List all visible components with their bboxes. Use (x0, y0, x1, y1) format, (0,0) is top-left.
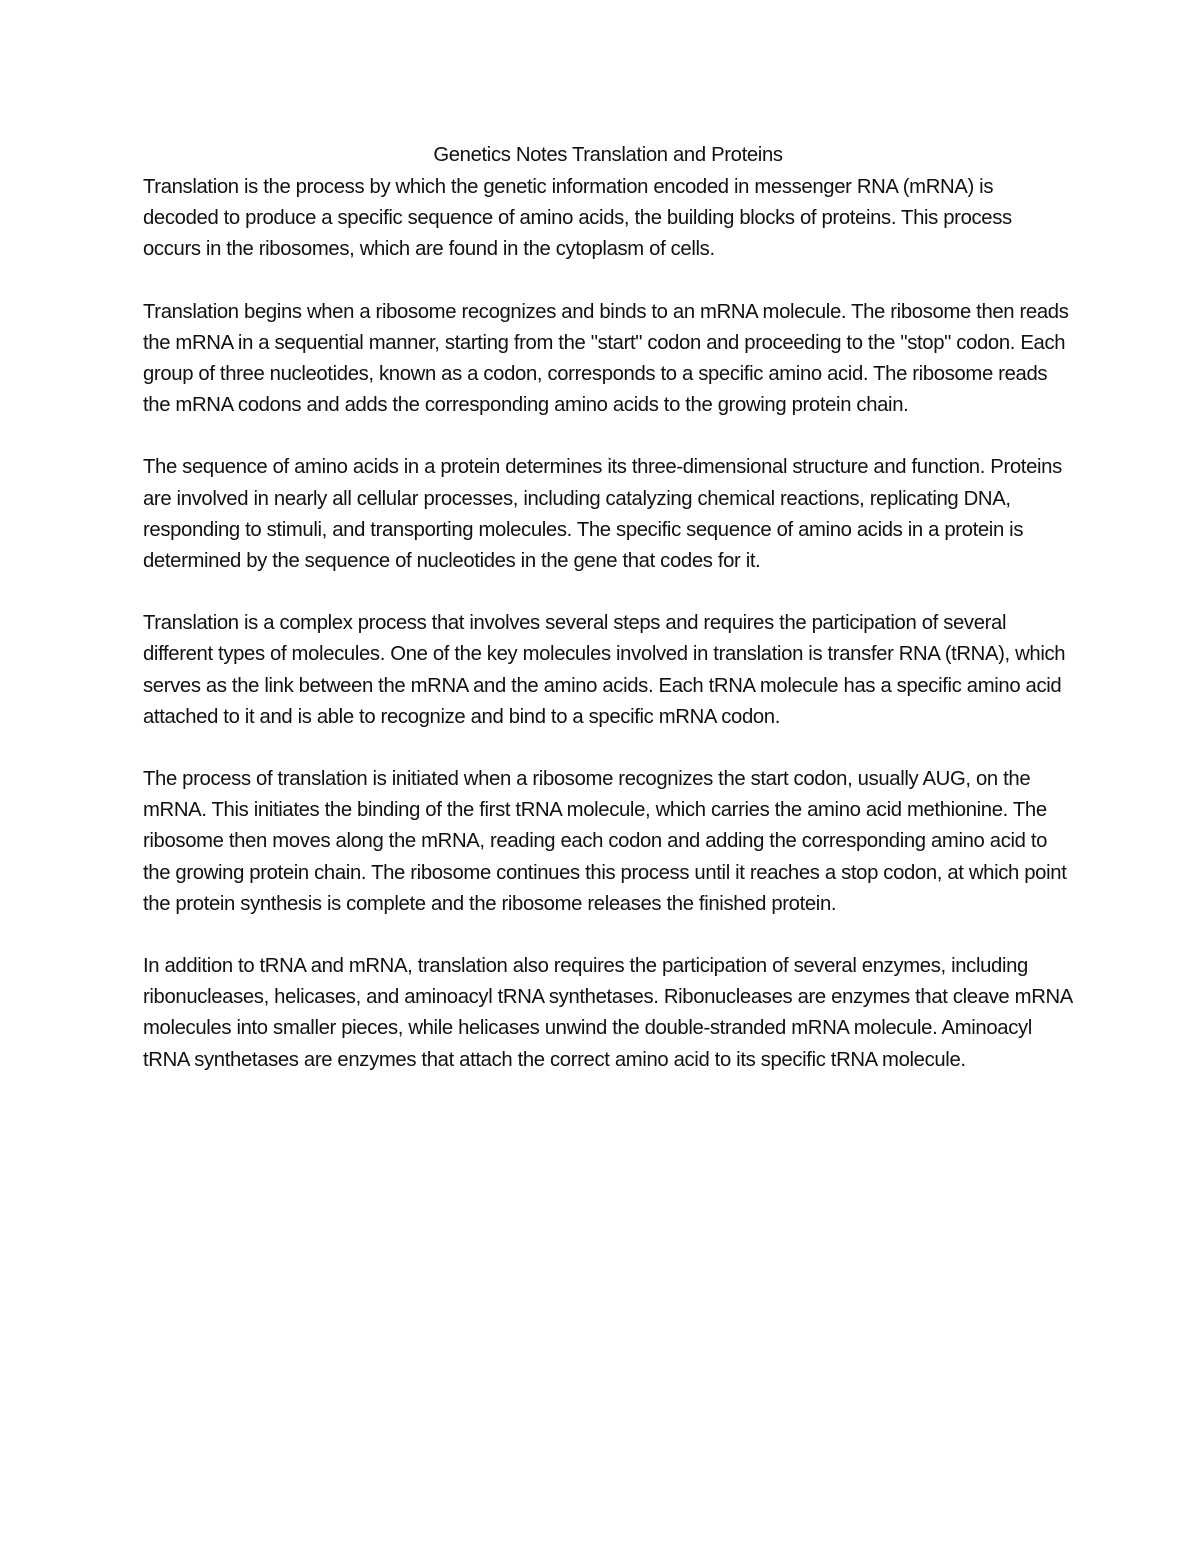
paragraph-3: The sequence of amino acids in a protein determines its three-dimensional structure and function. Proteins are involved in nearly all cellular processes, including catalyzing chemical reactions, replicating DNA, responding to stimuli, and transporting molecules. The specific sequence of amino acids in a protein is determined by the sequence of nucleotides in the gene that codes for it. (143, 456, 1062, 573)
paragraph-5: The process of translation is initiated when a ribosome recognizes the start codon, usually AUG, on the mRNA. This initiates the binding of the first tRNA molecule, which carries the amino acid methionine. The ribosome then moves along the mRNA, reading each codon and adding the corresponding amino acid to the growing protein chain. The ribosome continues this process until it reaches a stop codon, at which point the protein synthesis is complete and the ribosome releases the finished protein. (143, 768, 1067, 915)
paragraph-2: Translation begins when a ribosome recognizes and binds to an mRNA molecule. The ribosome then reads the mRNA in a sequential manner, starting from the "start" codon and proceeding to the "stop" codon. Each group of three nucleotides, known as a codon, corresponds to a specific amino acid. The ribosome reads the mRNA codons and adds the corresponding amino acids to the growing protein chain. (143, 300, 1069, 417)
paragraph-6: In addition to tRNA and mRNA, translation also requires the participation of several enzymes, including ribonucleases, helicases, and aminoacyl tRNA synthetases. Ribonucleases are enzymes that cleave mRNA molecules into smaller pieces, while helicases unwind the double-stranded mRNA molecule. Aminoacyl tRNA synthetases are enzymes that attach the correct amino acid to its specific tRNA molecule. (143, 955, 1072, 1071)
document-title: Genetics Notes Translation and Proteins (433, 144, 783, 166)
paragraph-1: Translation is the process by which the genetic information encoded in messenger RNA (mRNA) is decoded to produce a specific sequence of amino acids, the building blocks of proteins. This process occurs in the ribosomes, which are found in the cytoplasm of cells. (143, 176, 1012, 261)
paragraph-4: Translation is a complex process that involves several steps and requires the participation of several different types of molecules. One of the key molecules involved in translation is transfer RNA (tRNA), which serves as the link between the mRNA and the amino acids. Each tRNA molecule has a specific amino acid attached to it and is able to recognize and bind to a specific mRNA codon. (143, 612, 1066, 728)
document-page (143, 140, 1073, 1107)
